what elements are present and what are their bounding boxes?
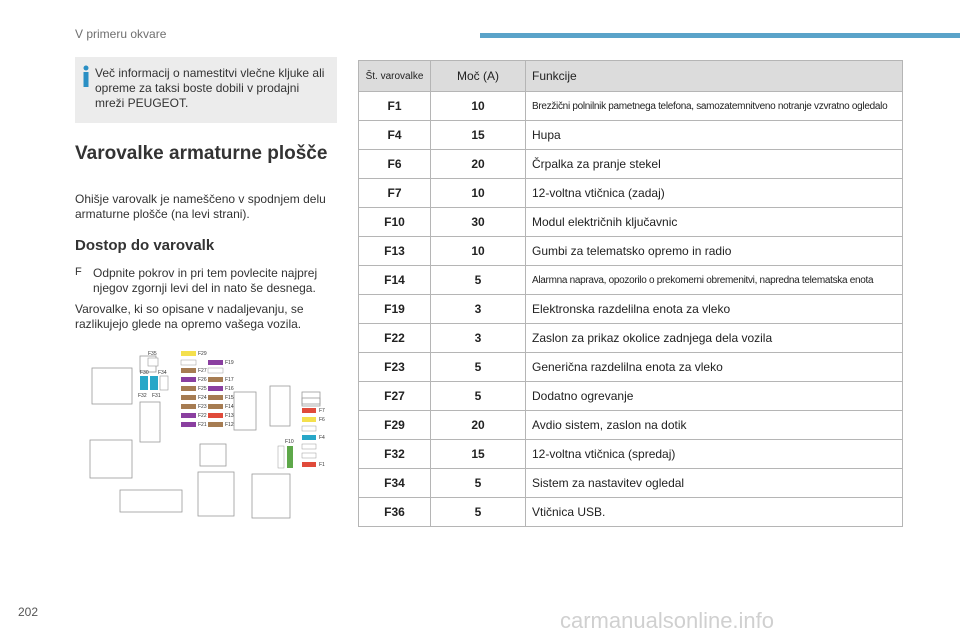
table-row	[359, 469, 903, 498]
table-row	[359, 237, 903, 266]
label-f30: F30	[140, 370, 149, 376]
function-cell: Dodatno ogrevanje	[526, 382, 903, 411]
bullet-text: Odpnite pokrov in pri tem povlecite najprej njegov zgornji levi del in nato še desnega.	[93, 266, 318, 295]
amperage-cell: 10	[431, 179, 526, 208]
label-f29: F29	[198, 351, 207, 357]
function-cell: Generična razdelilna enota za vleko	[526, 353, 903, 382]
label-f31: F31	[152, 393, 161, 399]
fuse-number-cell: F23	[359, 353, 431, 382]
function-cell: Elektronska razdelilna enota za vleko	[526, 295, 903, 324]
label-f34: F34	[158, 370, 167, 376]
fuse-number-cell: F4	[359, 121, 431, 150]
fuse-number-cell: F27	[359, 382, 431, 411]
function-cell: Avdio sistem, zaslon na dotik	[526, 411, 903, 440]
info-box	[75, 57, 337, 123]
fuse-number-cell: F22	[359, 324, 431, 353]
table-row	[359, 208, 903, 237]
function-cell: Vtičnica USB.	[526, 498, 903, 527]
fuse-number-cell: F19	[359, 295, 431, 324]
header-functions: Funkcije	[526, 61, 903, 92]
function-cell: Brezžični polnilnik pametnega telefona, samozatemnitveno notranje vzvratno ogledalo	[526, 92, 903, 121]
info-text: Več informacij o namestitvi vlečne kljuke ali opreme za taksi boste dobili v prodajni mreži PEUGEOT.	[95, 66, 325, 110]
fuse-number-cell: F7	[359, 179, 431, 208]
amperage-cell: 15	[431, 440, 526, 469]
section-title: Varovalke armaturne plošče	[75, 143, 328, 164]
table-row	[359, 498, 903, 527]
fuse-number-cell: F14	[359, 266, 431, 295]
table-row	[359, 150, 903, 179]
label-f10: F10	[285, 439, 294, 445]
amperage-cell: 5	[431, 382, 526, 411]
label-f24: F24	[198, 395, 207, 401]
amperage-cell: 3	[431, 295, 526, 324]
fuse-group-right	[278, 408, 325, 468]
table-header-row	[359, 61, 903, 92]
table-row	[359, 440, 903, 469]
fuse-number-cell: F36	[359, 498, 431, 527]
fuse-table-body	[359, 92, 903, 527]
fuse-table	[358, 60, 903, 527]
function-cell: 12-voltna vtičnica (zadaj)	[526, 179, 903, 208]
bullet-icon: F	[75, 266, 82, 278]
fuse-number-cell: F6	[359, 150, 431, 179]
fuse-number-cell: F13	[359, 237, 431, 266]
label-f12: F12	[225, 422, 234, 428]
table-row	[359, 353, 903, 382]
amperage-cell: 30	[431, 208, 526, 237]
fuse-group-center	[181, 351, 234, 428]
table-row	[359, 92, 903, 121]
header-fuse-number: Št. varovalke	[359, 61, 431, 92]
function-cell: Sistem za nastavitev ogledal	[526, 469, 903, 498]
table-row	[359, 266, 903, 295]
header-amperage: Moč (A)	[431, 61, 526, 92]
amperage-cell: 20	[431, 411, 526, 440]
subsection-title: Dostop do varovalk	[75, 237, 215, 254]
label-f32: F32	[138, 393, 147, 399]
table-row	[359, 324, 903, 353]
page-number: 202	[18, 605, 39, 619]
label-f35: F35	[148, 351, 157, 357]
label-f26: F26	[198, 377, 207, 383]
intro-text: Ohišje varovalk je nameščeno v spodnjem delu armaturne plošče (na levi strani).	[75, 192, 326, 221]
amperage-cell: 5	[431, 266, 526, 295]
amperage-cell: 10	[431, 237, 526, 266]
amperage-cell: 10	[431, 92, 526, 121]
fuse-number-cell: F29	[359, 411, 431, 440]
table-row	[359, 179, 903, 208]
function-cell: Alarmna naprava, opozorilo o prekomerni obremenitvi, napredna telematska enota	[526, 266, 903, 295]
label-f1: F1	[319, 462, 325, 468]
function-cell: Hupa	[526, 121, 903, 150]
function-cell: Zaslon za prikaz okolice zadnjega dela vozila	[526, 324, 903, 353]
amperage-cell: 5	[431, 469, 526, 498]
note-text: Varovalke, ki so opisane v nadaljevanju, se razlikujejo glede na opremo vašega vozila.	[75, 302, 304, 331]
fuse-number-cell: F32	[359, 440, 431, 469]
label-f23: F23	[198, 404, 207, 410]
fuse-box-diagram	[80, 340, 340, 525]
label-f25: F25	[198, 386, 207, 392]
function-cell: Gumbi za telematsko opremo in radio	[526, 237, 903, 266]
label-f27: F27	[198, 368, 207, 374]
amperage-cell: 20	[431, 150, 526, 179]
label-f7: F7	[319, 408, 325, 414]
table-row	[359, 411, 903, 440]
label-f6: F6	[319, 417, 325, 423]
watermark: carmanualsonline.info	[560, 608, 775, 633]
function-cell: Črpalka za pranje stekel	[526, 150, 903, 179]
label-f14: F14	[225, 404, 234, 410]
header-bar	[480, 33, 960, 38]
label-f16: F16	[225, 386, 234, 392]
label-f13: F13	[225, 413, 234, 419]
info-icon	[79, 65, 93, 87]
label-f22: F22	[198, 413, 207, 419]
label-f15: F15	[225, 395, 234, 401]
amperage-cell: 5	[431, 498, 526, 527]
label-f4: F4	[319, 435, 325, 441]
amperage-cell: 15	[431, 121, 526, 150]
table-row	[359, 382, 903, 411]
fuse-number-cell: F34	[359, 469, 431, 498]
function-cell: 12-voltna vtičnica (spredaj)	[526, 440, 903, 469]
fuse-number-cell: F1	[359, 92, 431, 121]
fuse-number-cell: F10	[359, 208, 431, 237]
amperage-cell: 3	[431, 324, 526, 353]
table-row	[359, 295, 903, 324]
table-row	[359, 121, 903, 150]
function-cell: Modul električnih ključavnic	[526, 208, 903, 237]
amperage-cell: 5	[431, 353, 526, 382]
label-f17: F17	[225, 377, 234, 383]
label-f21: F21	[198, 422, 207, 428]
label-f19: F19	[225, 360, 234, 366]
fuse-group-top-left	[138, 351, 168, 399]
page-header-title: V primeru okvare	[75, 27, 167, 41]
